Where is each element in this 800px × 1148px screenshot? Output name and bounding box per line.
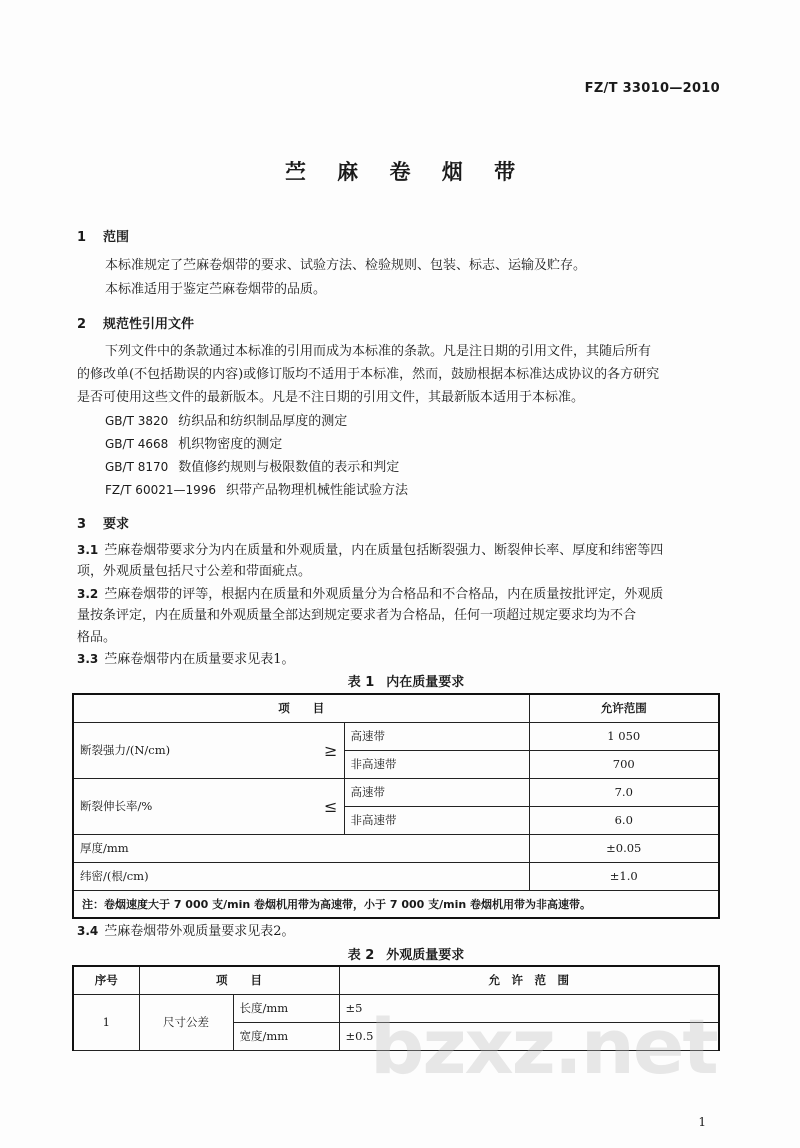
belt-type: 高速带 — [344, 722, 529, 750]
column-header-item: 项 目 — [139, 966, 339, 994]
value-cell: 6.0 — [529, 806, 719, 834]
table-2-appearance-quality — [72, 965, 720, 1051]
clause-3-3: 3.3 苎麻卷烟带内在质量要求见表1。 — [77, 652, 295, 667]
value-cell: ±0.05 — [529, 834, 719, 862]
reference-item: GB/T 3820 纺织品和纺织制品厚度的测定 — [105, 414, 348, 429]
standard-code: FZ/T 33010—2010 — [584, 81, 720, 96]
section-2-line-3: 是否可使用这些文件的最新版本。凡是不注日期的引用文件，其最新版本适用于本标准。 — [77, 390, 585, 405]
table-row — [73, 778, 719, 806]
value-cell: 700 — [529, 750, 719, 778]
belt-type: 非高速带 — [344, 806, 529, 834]
column-header-range: 允许范围 — [529, 694, 719, 722]
relation-symbol: ≥ — [318, 722, 344, 778]
row-group: 尺寸公差 — [139, 994, 233, 1050]
clause-3-2-line-2: 量按条评定，内在质量和外观质量全部达到规定要求者为合格品，任何一项超过规定要求均为不合 — [77, 608, 637, 623]
section-2-line-2: 的修改单(不包括勘误的内容)或修订版均不适用于本标准，然而，鼓励根据本标准达成协议的各方研究 — [77, 367, 660, 382]
value-cell: 1 050 — [529, 722, 719, 750]
clause-3-2-line-1: 3.2 苎麻卷烟带的评等，根据内在质量和外观质量分为合格品和不合格品，内在质量按批评定，外观质 — [77, 587, 664, 602]
document-title: 苎 麻 卷 烟 带 — [284, 160, 528, 184]
section-1-para-1: 本标准规定了苎麻卷烟带的要求、试验方法、检验规则、包装、标志、运输及贮存。 — [105, 258, 587, 273]
table-1-intrinsic-quality — [72, 693, 720, 919]
table-1-caption: 表 1 内在质量要求 — [347, 675, 465, 690]
table-row — [73, 994, 719, 1022]
watermark: bzxz.net — [370, 1002, 717, 1091]
column-header-item: 项 目 — [73, 694, 529, 722]
value-cell: ±5 — [339, 994, 719, 1022]
row-label-thickness: 厚度/mm — [73, 834, 529, 862]
table-note-row — [73, 890, 719, 918]
relation-symbol: ≤ — [318, 778, 344, 834]
table-row — [73, 834, 719, 862]
clause-3-4: 3.4 苎麻卷烟带外观质量要求见表2。 — [77, 924, 295, 939]
value-cell: 7.0 — [529, 778, 719, 806]
reference-item: GB/T 4668 机织物密度的测定 — [105, 437, 283, 452]
reference-item: GB/T 8170 数值修约规则与极限数值的表示和判定 — [105, 460, 400, 475]
row-label-weft-density: 纬密/(根/cm) — [73, 862, 529, 890]
table-header-row — [73, 694, 719, 722]
column-header-number: 序号 — [73, 966, 139, 994]
clause-3-1-line-2: 项，外观质量包括尺寸公差和带面疵点。 — [77, 564, 312, 579]
section-2-heading: 2 规范性引用文件 — [77, 317, 195, 332]
table-row — [73, 862, 719, 890]
clause-3-1-line-1: 3.1 苎麻卷烟带要求分为内在质量和外观质量，内在质量包括断裂强力、断裂伸长率、厚度和纬密等四 — [77, 543, 664, 558]
row-item: 宽度/mm — [233, 1022, 339, 1050]
section-2-line-1: 下列文件中的条款通过本标准的引用而成为本标准的条款。凡是注日期的引用文件，其随后所有 — [105, 344, 652, 359]
clause-3-2-line-3: 格品。 — [77, 630, 117, 645]
table-row — [73, 722, 719, 750]
belt-type: 非高速带 — [344, 750, 529, 778]
value-cell: ±1.0 — [529, 862, 719, 890]
table-header-row — [73, 966, 719, 994]
value-cell: ±0.5 — [339, 1022, 719, 1050]
row-label-elongation: 断裂伸长率/% — [73, 778, 318, 834]
column-header-range: 允 许 范 围 — [339, 966, 719, 994]
page-number: 1 — [698, 1115, 706, 1129]
row-number: 1 — [73, 994, 139, 1050]
reference-item: FZ/T 60021—1996 织带产品物理机械性能试验方法 — [105, 483, 409, 498]
section-1-heading: 1 范围 — [77, 230, 130, 245]
row-label-strength: 断裂强力/(N/cm) — [73, 722, 318, 778]
table-note: 注：卷烟速度大于 7 000 支/min 卷烟机用带为高速带，小于 7 000 支/min 卷烟机用带为非高速带。 — [73, 890, 719, 918]
row-item: 长度/mm — [233, 994, 339, 1022]
table-2-caption: 表 2 外观质量要求 — [347, 948, 465, 963]
section-3-heading: 3 要求 — [77, 517, 130, 532]
section-1-para-2: 本标准适用于鉴定苎麻卷烟带的品质。 — [105, 282, 327, 297]
belt-type: 高速带 — [344, 778, 529, 806]
